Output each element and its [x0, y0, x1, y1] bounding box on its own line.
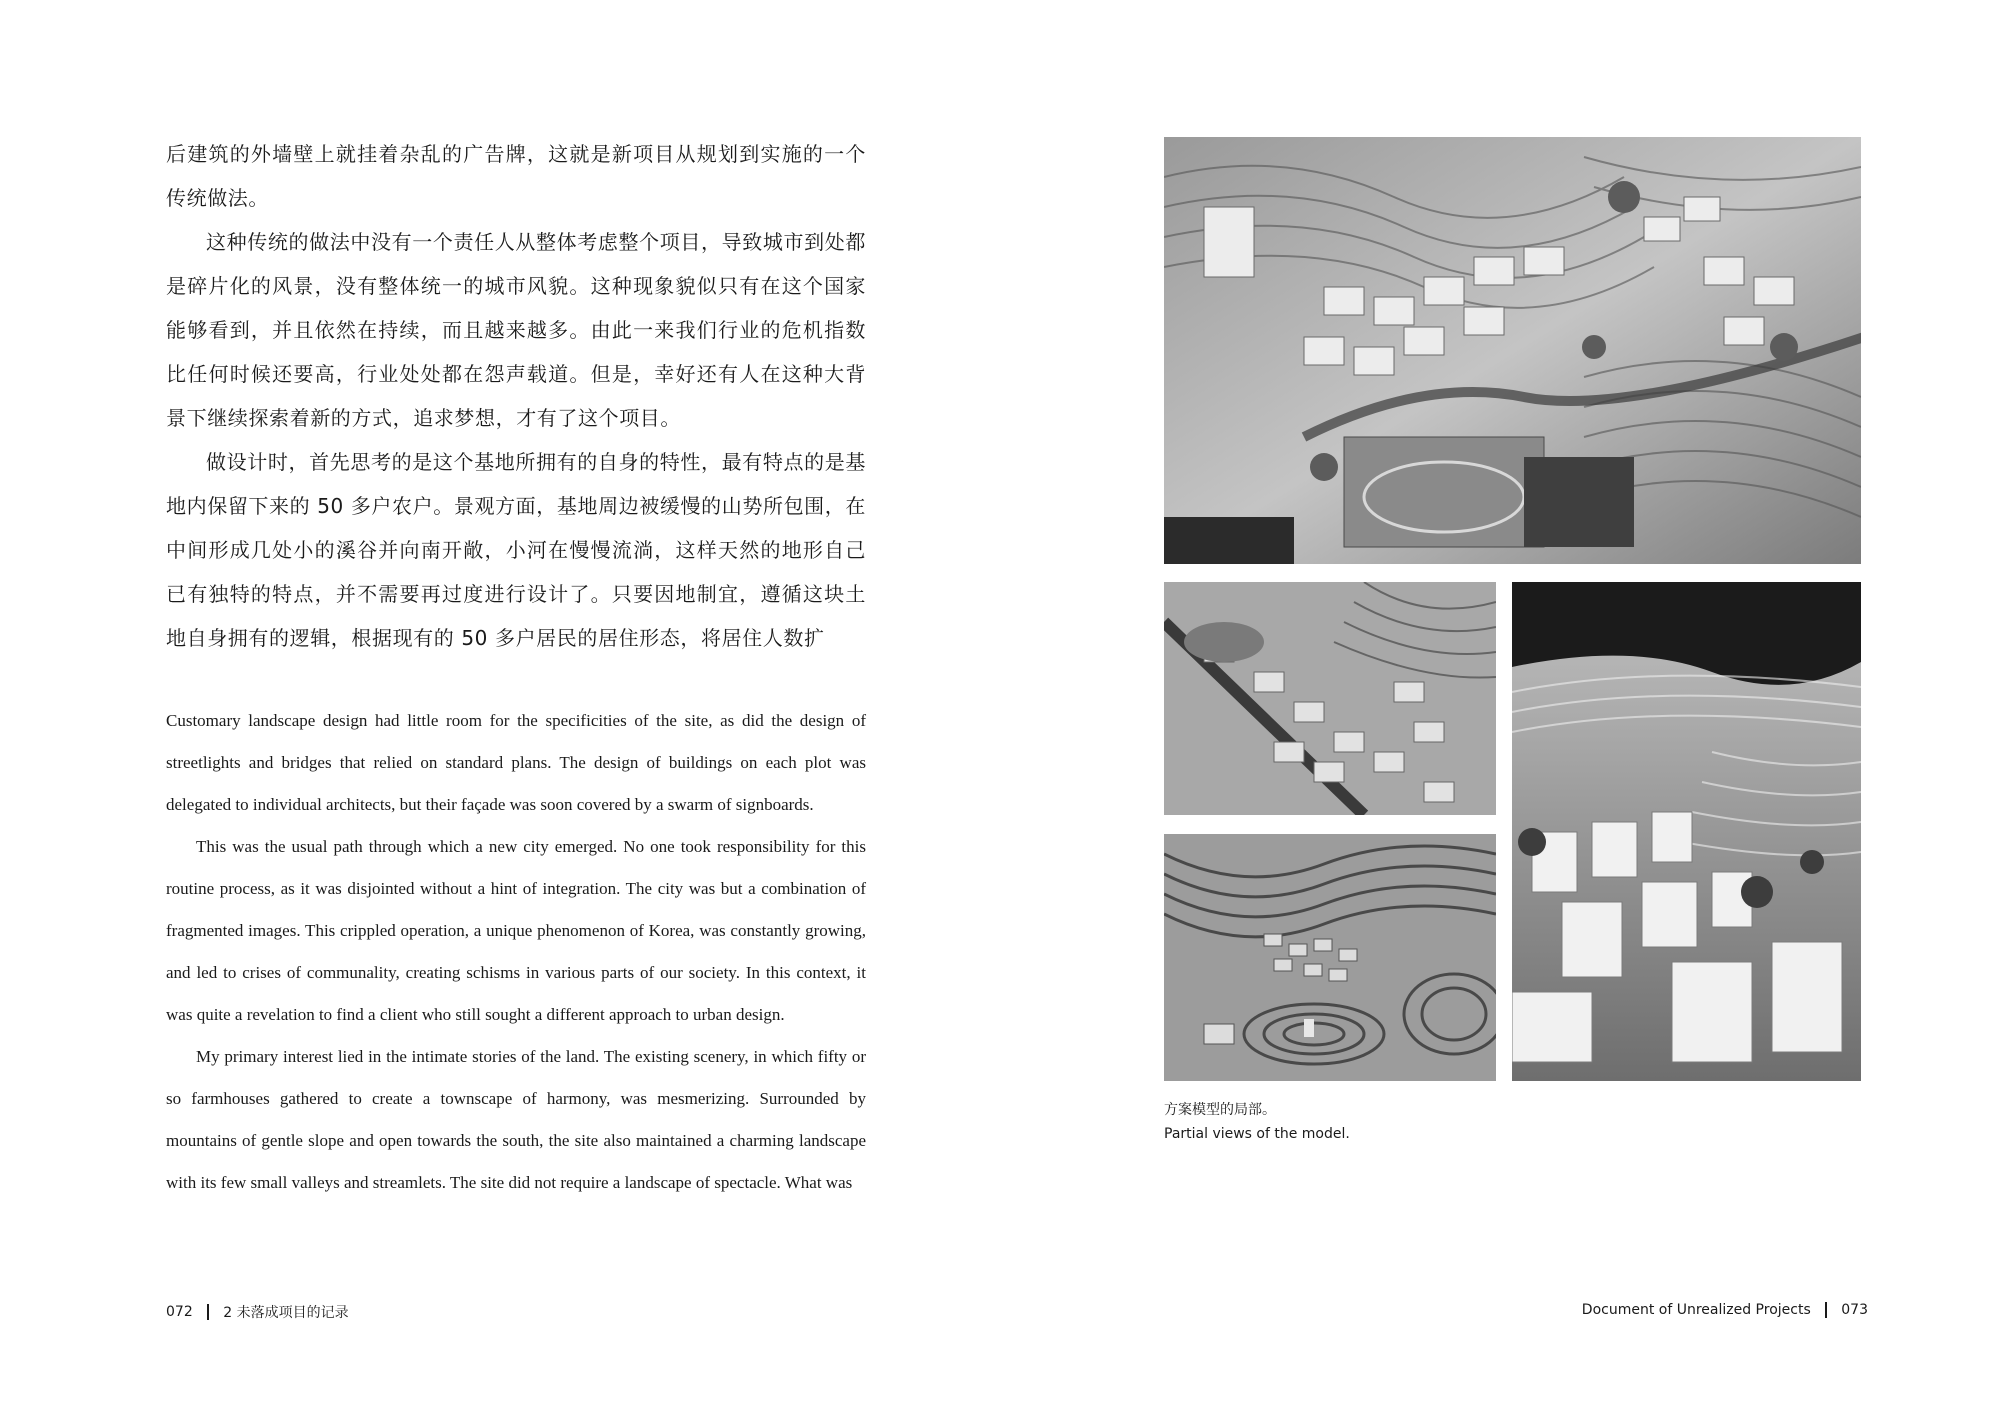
figure-caption [1164, 1098, 1350, 1146]
model-photo-perspective-graphic [1512, 582, 1861, 1081]
zh-paragraph-1: 后建筑的外墙壁上就挂着杂乱的广告牌，这就是新项目从规划到实施的一个传统做法。 [166, 142, 866, 210]
model-photo-terraces-graphic [1164, 834, 1496, 1081]
caption-english: Partial views of the model. [1164, 1126, 1350, 1142]
model-photo-perspective [1512, 582, 1861, 1081]
chinese-text-block [166, 132, 866, 660]
right-page-number: 073 [1841, 1302, 1868, 1318]
english-text-block [166, 700, 866, 1204]
left-page-number: 072 [166, 1304, 193, 1320]
model-photo-aerial-graphic [1164, 137, 1861, 564]
left-footer [166, 1302, 349, 1322]
model-photo-street-graphic [1164, 582, 1496, 815]
model-photo-street [1164, 582, 1496, 815]
book-title: Document of Unrealized Projects [1581, 1302, 1811, 1318]
right-page [1004, 0, 2008, 1417]
en-paragraph-3: My primary interest lied in the intimate stories of the land. The existing scenery, in which fifty or so farmhouses gathered to create a townscape of harmony, was mesmerizing. Surrounded by mountains of gentle slope and open towards the south, the site also maintained a charming landscape with its few small valleys and streamlets. The site did not require a landscape of spectacle. What was [166, 1047, 866, 1192]
footer-divider [1825, 1302, 1828, 1318]
caption-chinese: 方案模型的局部。 [1164, 1102, 1276, 1118]
zh-paragraph-3: 做设计时，首先思考的是这个基地所拥有的自身的特性，最有特点的是基地内保留下来的 50 多户农户。景观方面，基地周边被缓慢的山势所包围，在中间形成几处小的溪谷并向南开敞，小河在慢慢流淌，这样天然的地形自己已有独特的特点，并不需要再过度进行设计了。只要因地制宜，遵循这块土地自身拥有的逻辑，根据现有的 50 多户居民的居住形态，将居住人数扩 [166, 450, 866, 650]
chapter-title: 2 未落成项目的记录 [223, 1305, 349, 1321]
en-paragraph-1: Customary landscape design had little room for the specificities of the site, as did the design of streetlights and bridges that relied on standard plans. The design of buildings on each plot was delegated to individual architects, but their façade was soon covered by a swarm of signboards. [166, 711, 866, 814]
model-photo-terraces [1164, 834, 1496, 1081]
right-footer [1582, 1302, 1868, 1318]
model-photo-aerial [1164, 137, 1861, 564]
zh-paragraph-2: 这种传统的做法中没有一个责任人从整体考虑整个项目，导致城市到处都是碎片化的风景，没有整体统一的城市风貌。这种现象貌似只有在这个国家能够看到，并且依然在持续，而且越来越多。由此一来我们行业的危机指数比任何时候还要高，行业处处都在怨声载道。但是，幸好还有人在这种大背景下继续探索着新的方式，追求梦想，才有了这个项目。 [166, 230, 866, 430]
en-paragraph-2: This was the usual path through which a new city emerged. No one took responsibility for this routine process, as it was disjointed without a hint of integration. The city was but a combination of fragmented images. This crippled operation, a unique phenomenon of Korea, was constantly growing, and led to crises of communality, creating schisms in various parts of our society. In this context, it was quite a revelation to find a client who still sought a different approach to urban design. [166, 837, 866, 1024]
footer-divider [207, 1304, 210, 1320]
